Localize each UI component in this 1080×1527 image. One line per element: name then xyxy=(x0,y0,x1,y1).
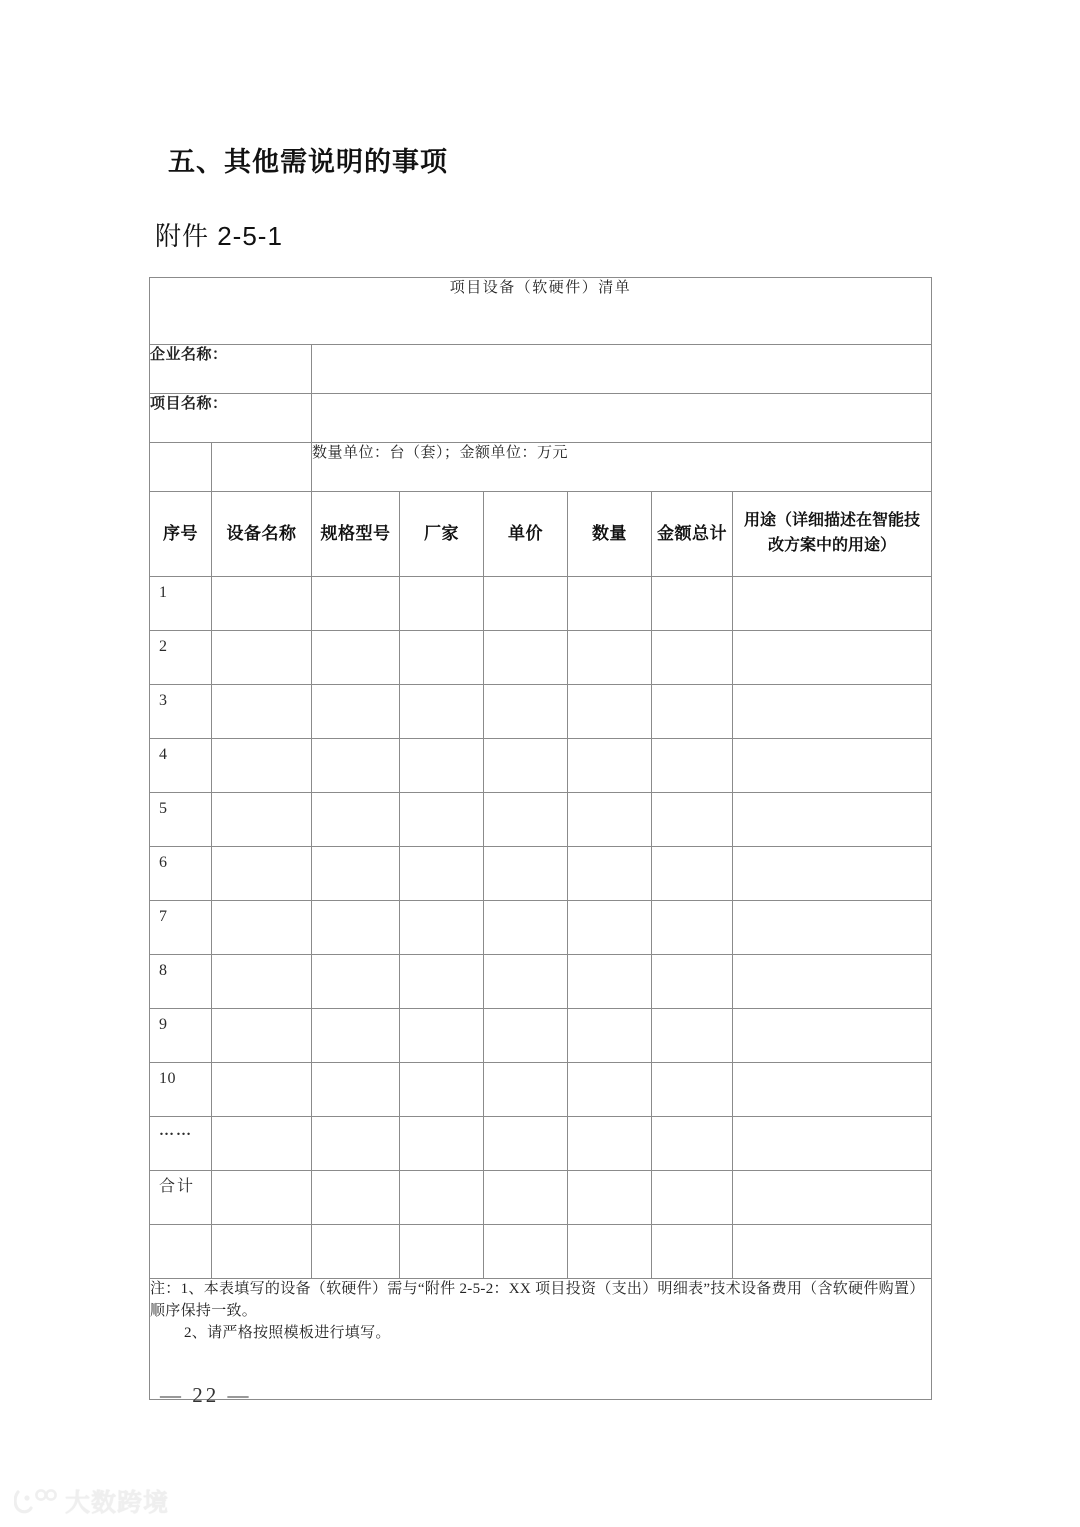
cell-unitprice[interactable] xyxy=(484,1063,568,1117)
table-row-ellipsis xyxy=(150,1117,932,1171)
column-header-seq: 序号 xyxy=(150,492,212,577)
cell-model[interactable] xyxy=(312,739,400,793)
row-seq: 1 xyxy=(150,577,212,631)
company-name-row xyxy=(150,345,932,394)
equipment-list-table xyxy=(149,277,932,1400)
cell-model[interactable] xyxy=(312,1171,400,1225)
cell-device[interactable] xyxy=(212,1225,312,1279)
cell-unitprice[interactable] xyxy=(484,577,568,631)
cell-usage[interactable] xyxy=(733,1225,932,1279)
cell-maker[interactable] xyxy=(400,739,484,793)
cell-device[interactable] xyxy=(212,577,312,631)
cell-device[interactable] xyxy=(212,685,312,739)
row-seq: 5 xyxy=(150,793,212,847)
company-name-field[interactable] xyxy=(312,345,932,394)
cell-amount[interactable] xyxy=(652,1009,733,1063)
table-row xyxy=(150,685,932,739)
page-number: — 22 — xyxy=(160,1383,252,1407)
units-row-spacer-1 xyxy=(150,443,212,492)
cell-quantity[interactable] xyxy=(568,1063,652,1117)
cell-device[interactable] xyxy=(212,955,312,1009)
cell-model[interactable] xyxy=(312,1225,400,1279)
row-seq: …… xyxy=(150,1117,212,1171)
project-name-field[interactable] xyxy=(312,394,932,443)
row-seq-total: 合计 xyxy=(150,1171,212,1225)
table-row xyxy=(150,955,932,1009)
units-note-row xyxy=(150,443,932,492)
row-seq: 7 xyxy=(150,901,212,955)
project-name-row xyxy=(150,394,932,443)
cell-unitprice[interactable] xyxy=(484,1225,568,1279)
cell-unitprice[interactable] xyxy=(484,793,568,847)
cell-maker[interactable] xyxy=(400,793,484,847)
watermark-text: 大数跨境 xyxy=(65,1489,170,1517)
cell-quantity[interactable] xyxy=(568,1171,652,1225)
cell-maker[interactable] xyxy=(400,847,484,901)
cell-unitprice[interactable] xyxy=(484,901,568,955)
cell-usage[interactable] xyxy=(733,901,932,955)
company-name-label: 企业名称： xyxy=(150,345,312,394)
cell-usage[interactable] xyxy=(733,1117,932,1171)
cell-maker[interactable] xyxy=(400,901,484,955)
cell-maker[interactable] xyxy=(400,685,484,739)
cell-device[interactable] xyxy=(212,739,312,793)
cell-model[interactable] xyxy=(312,901,400,955)
column-header-amount: 金额总计 xyxy=(652,492,733,577)
cell-quantity[interactable] xyxy=(568,793,652,847)
table-row xyxy=(150,1063,932,1117)
cell-model[interactable] xyxy=(312,955,400,1009)
section-heading: 五、其他需说明的事项 xyxy=(168,147,448,177)
row-seq: 3 xyxy=(150,685,212,739)
cell-amount[interactable] xyxy=(652,1171,733,1225)
cell-model[interactable] xyxy=(312,577,400,631)
table-row xyxy=(150,1225,932,1279)
cell-unitprice[interactable] xyxy=(484,685,568,739)
cell-usage[interactable] xyxy=(733,793,932,847)
cell-unitprice[interactable] xyxy=(484,955,568,1009)
cell-amount[interactable] xyxy=(652,1117,733,1171)
cell-maker[interactable] xyxy=(400,1117,484,1171)
cell-device[interactable] xyxy=(212,847,312,901)
cell-quantity[interactable] xyxy=(568,847,652,901)
column-header-quantity: 数量 xyxy=(568,492,652,577)
cell-amount[interactable] xyxy=(652,631,733,685)
column-header-device: 设备名称 xyxy=(212,492,312,577)
units-row-spacer-2 xyxy=(212,443,312,492)
row-seq: 10 xyxy=(150,1063,212,1117)
row-seq: 2 xyxy=(150,631,212,685)
column-header-maker: 厂家 xyxy=(400,492,484,577)
table-row xyxy=(150,631,932,685)
cell-usage[interactable] xyxy=(733,1063,932,1117)
table-row xyxy=(150,739,932,793)
cell-maker[interactable] xyxy=(400,955,484,1009)
cell-unitprice[interactable] xyxy=(484,1171,568,1225)
project-name-label: 项目名称： xyxy=(150,394,312,443)
table-row-total xyxy=(150,1171,932,1225)
column-header-unitprice: 单价 xyxy=(484,492,568,577)
cell-device[interactable] xyxy=(212,901,312,955)
row-seq xyxy=(150,1225,212,1279)
table-title: 项目设备（软硬件）清单 xyxy=(150,278,932,345)
cell-unitprice[interactable] xyxy=(484,847,568,901)
cell-usage[interactable] xyxy=(733,1171,932,1225)
cell-quantity[interactable] xyxy=(568,739,652,793)
cell-quantity[interactable] xyxy=(568,1009,652,1063)
cell-quantity[interactable] xyxy=(568,631,652,685)
row-seq: 4 xyxy=(150,739,212,793)
cell-quantity[interactable] xyxy=(568,955,652,1009)
cell-amount[interactable] xyxy=(652,793,733,847)
note-line-2: 2、请严格按照模板进行填写。 xyxy=(184,1324,391,1341)
cell-amount[interactable] xyxy=(652,739,733,793)
cell-device[interactable] xyxy=(212,793,312,847)
cell-amount[interactable] xyxy=(652,901,733,955)
cell-amount[interactable] xyxy=(652,955,733,1009)
cell-maker[interactable] xyxy=(400,631,484,685)
cell-quantity[interactable] xyxy=(568,901,652,955)
cell-amount[interactable] xyxy=(652,1225,733,1279)
cell-model[interactable] xyxy=(312,1117,400,1171)
cell-unitprice[interactable] xyxy=(484,631,568,685)
cell-usage[interactable] xyxy=(733,685,932,739)
cell-device[interactable] xyxy=(212,1171,312,1225)
column-header-model: 规格型号 xyxy=(312,492,400,577)
column-header-usage: 用途（详细描述在智能技改方案中的用途） xyxy=(733,492,932,577)
cell-usage[interactable] xyxy=(733,955,932,1009)
row-seq: 6 xyxy=(150,847,212,901)
cell-unitprice[interactable] xyxy=(484,1009,568,1063)
cell-quantity[interactable] xyxy=(568,577,652,631)
note-line-1: 注：1、本表填写的设备（软硬件）需与“附件 2-5-2：XX 项目投资（支出）明细表”技术设备费用（含软硬件购置）顺序保持一致。 xyxy=(150,1281,925,1319)
cell-device[interactable] xyxy=(212,1117,312,1171)
cell-usage[interactable] xyxy=(733,577,932,631)
cell-unitprice[interactable] xyxy=(484,739,568,793)
cell-model[interactable] xyxy=(312,631,400,685)
cell-device[interactable] xyxy=(212,1009,312,1063)
cell-usage[interactable] xyxy=(733,631,932,685)
units-note: 数量单位：台（套）；金额单位：万元 xyxy=(312,443,932,492)
table-row xyxy=(150,847,932,901)
cell-usage[interactable] xyxy=(733,739,932,793)
cell-maker[interactable] xyxy=(400,1225,484,1279)
cell-device[interactable] xyxy=(212,631,312,685)
table-title-row xyxy=(150,278,932,345)
cell-quantity[interactable] xyxy=(568,1225,652,1279)
column-header-row xyxy=(150,492,932,577)
cell-maker[interactable] xyxy=(400,1063,484,1117)
cell-maker[interactable] xyxy=(400,1171,484,1225)
cell-amount[interactable] xyxy=(652,847,733,901)
table-row xyxy=(150,1009,932,1063)
cell-amount[interactable] xyxy=(652,1063,733,1117)
notes-row xyxy=(150,1279,932,1400)
cell-model[interactable] xyxy=(312,793,400,847)
cell-quantity[interactable] xyxy=(568,685,652,739)
table-row xyxy=(150,577,932,631)
cell-model[interactable] xyxy=(312,685,400,739)
cell-unitprice[interactable] xyxy=(484,1117,568,1171)
table-row xyxy=(150,793,932,847)
cell-quantity[interactable] xyxy=(568,1117,652,1171)
row-seq: 8 xyxy=(150,955,212,1009)
table-row xyxy=(150,901,932,955)
cell-model[interactable] xyxy=(312,1009,400,1063)
cell-model[interactable] xyxy=(312,1063,400,1117)
cell-usage[interactable] xyxy=(733,847,932,901)
notes-cell xyxy=(150,1279,932,1400)
attachment-label: 附件 2-5-1 xyxy=(155,221,283,251)
cell-model[interactable] xyxy=(312,847,400,901)
brand-logo-icon xyxy=(14,1488,58,1514)
row-seq: 9 xyxy=(150,1009,212,1063)
watermark xyxy=(14,1483,169,1519)
cell-amount[interactable] xyxy=(652,577,733,631)
cell-usage[interactable] xyxy=(733,1009,932,1063)
cell-maker[interactable] xyxy=(400,1009,484,1063)
cell-maker[interactable] xyxy=(400,577,484,631)
cell-device[interactable] xyxy=(212,1063,312,1117)
cell-amount[interactable] xyxy=(652,685,733,739)
